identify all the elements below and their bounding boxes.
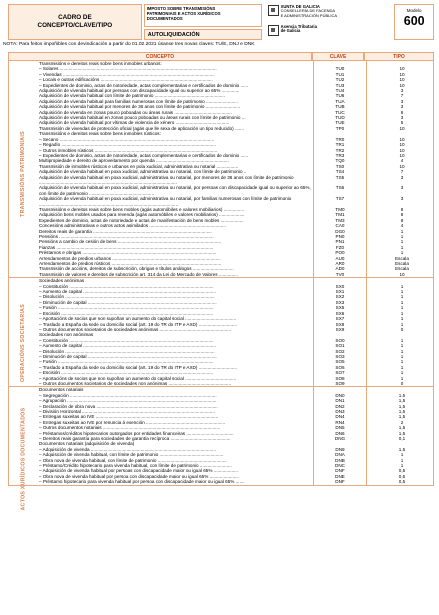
group-operacions-label: OPERACIÓNS SOCIETARIAS (20, 303, 27, 382)
tax-name (144, 4, 262, 27)
tipo-cell: 1 (366, 316, 437, 321)
concept-label: – Aportacións de socios que non supoñan un aumento do capital social ........................................ (39, 316, 237, 322)
concept-label: – Segregación ................................................................................................................... (39, 392, 217, 398)
clave-cell: SX3 (313, 300, 366, 305)
concept-label: – Expedientes de dominio, actas de notoriedade, actas complementarias e certificados de dominio ...... (39, 82, 249, 88)
tipo-cell: 10 (366, 83, 437, 88)
clave-cell: DNG (313, 436, 366, 441)
clave-cell: TP0 (313, 126, 366, 131)
clave-cell: TU0 (313, 66, 366, 71)
tipo-cell: 1 (366, 322, 437, 327)
form-header (8, 4, 434, 40)
tipo-cell: 0,5 (366, 468, 437, 473)
clave-cell: PO0 (313, 250, 366, 255)
concept-label: Pensións a cambio de cesión de bens ................................................................................. (39, 239, 222, 245)
atriga-logo (268, 25, 317, 36)
xunta-logo (268, 5, 337, 18)
tipo-cell: 1 (366, 458, 437, 463)
concept-label: Adquisición de vivenda habitual en zonas pouco poboadas ou áreas rurais con límite de patrimonio ... (39, 115, 246, 121)
tipo-cell: 7 (366, 93, 437, 98)
atriga-emblem-icon (268, 25, 279, 36)
clave-cell: TR2 (313, 148, 366, 153)
clave-cell: TU1 (313, 72, 366, 77)
concept-label: – Escisión ....................................................................................................................... (39, 370, 214, 376)
clave-cell: TUB (313, 104, 366, 109)
group-transmisions (9, 61, 37, 286)
tipo-cell: 10 (366, 153, 437, 158)
clave-cell: AR0 (313, 261, 366, 266)
concept-label: – Aumento de capital ........................................................................................................ (39, 343, 216, 349)
tipo-cell: 10 (366, 142, 437, 147)
clave-cell: TS4 (313, 169, 366, 174)
clave-cell: CA0 (313, 223, 366, 228)
tipo-cell: 1 (366, 354, 437, 359)
concept-label: – Adquisición de vivenda habitual por persoas con discapacidade maior ou igual 65% ................... (39, 468, 238, 474)
tipo-cell: 10 (366, 164, 437, 169)
clave-cell: PN0 (313, 234, 366, 239)
clave-cell: SO2 (313, 349, 366, 354)
clave-cell: DN9 (313, 447, 366, 452)
atriga-line2: de Galicia (280, 28, 301, 34)
tax-box (144, 4, 262, 40)
concept-label: Transmisión de accións, dereitos de subscrición, obrigas e títulos análogos ................................ (39, 266, 234, 272)
clave-cell: PN1 (313, 239, 366, 244)
concept-label: – Préstamo/Crédito hipotecario para vivenda habitual, con límite de patrimonio ......................... (39, 463, 232, 469)
concept-label: Concesións administrativas e outros actos asimilados ............................................................ (39, 223, 226, 229)
tipo-cell: 10 (366, 66, 437, 71)
clave-cell: AU0 (313, 256, 366, 261)
tipo-cell: 1,5 (366, 431, 437, 436)
tipo-cell: 1 (366, 300, 437, 305)
clave-cell: DN6 (313, 431, 366, 436)
concept-label: Adquisición de vivenda habitual por vítimas de violencia de xénero .......................................... (39, 120, 230, 126)
concept-label: Dereitos reais de garantía ............................................................................................. (39, 228, 212, 234)
tipo-cell: 1 (366, 289, 437, 294)
clave-cell: TM1 (313, 212, 366, 217)
tipo-cell: 10 (366, 272, 437, 277)
tipo-cell: 6 (366, 110, 437, 115)
concept-label: – Outros documentos societarios de sociedades anónimas ........................................................ (39, 326, 231, 332)
concept-label: Transmisión de vivendas de protección oficial (agás que lle sexa de aplicación un tipo reducido) ....... (39, 125, 244, 131)
concept-label: – Constitución ................................................................................................................. (39, 337, 214, 343)
tax-line2: PATRIMONIAIS E ACTOS XURÍDICOS (146, 11, 221, 16)
note-text: NOTA: Para feitos impoñibles con devindicación a partir do 01.02.2021 úsanse tres novas claves: TU/E, DNJ e DNK (3, 42, 255, 47)
clave-cell: SO8 (313, 376, 366, 381)
concept-label: – Outros documentos notariais ............................................................................................ (39, 425, 221, 431)
concept-label: – Secano ......................................................................................................................... (39, 136, 215, 142)
tipo-cell: 5 (366, 120, 437, 125)
clave-cell: SO9 (313, 381, 366, 386)
clave-cell: TQ0 (313, 158, 366, 163)
clave-cell: DNB (313, 458, 366, 463)
tipo-cell: 1 (366, 365, 437, 370)
clave-cell: DN2 (313, 404, 366, 409)
tipo-cell: 10 (366, 72, 437, 77)
autoliquidacion-label: AUTOLIQUIDACIÓN (144, 29, 262, 40)
group-actos-label: ACTOS XURÍDICOS DOCUMENTADOS (20, 407, 26, 511)
clave-cell: SX9 (313, 327, 366, 332)
col-tipo: TIPO (364, 52, 434, 61)
clave-cell: SX6 (313, 311, 366, 316)
concept-label: Adquisición de vivenda habitual en poxa xudicial, administrativa ou notarial, con límite de patrimonio .. (39, 169, 247, 175)
tipo-cell: 1 (366, 234, 437, 239)
title-box (8, 4, 142, 40)
concept-label: Transmisións e dereitos reais sobre bens inmobles rústicos: (39, 131, 161, 137)
clave-cell: TU2 (313, 77, 366, 82)
tipo-cell: 1 (366, 349, 437, 354)
clave-cell: TV0 (313, 272, 366, 277)
tipo-cell: 8 (366, 218, 437, 223)
concept-label: Adquisición de vivenda en zonas pouco poboadas ou áreas rurais ............................................. (39, 109, 232, 115)
clave-cell: AD0 (313, 266, 366, 271)
concept-label: – Adquisición de vivenda habitual, con límite de patrimonio .................................................. (39, 452, 224, 458)
concept-label: Pensións ......................................................................................................................... (39, 234, 214, 239)
clave-cell: DG0 (313, 229, 366, 234)
tipo-cell: 1 (366, 452, 437, 457)
clave-cell: TS5 (313, 175, 366, 186)
tipo-cell: 7 (366, 169, 437, 174)
concept-label: Expedientes de dominio, actas de notoriedade e actas de manifestación de bens mobles .................. (39, 217, 244, 223)
clave-cell: TR3 (313, 153, 366, 158)
tipo-cell: Escala (366, 266, 437, 271)
concept-label: Sociedades non anónimas (39, 332, 94, 338)
concept-label: – Agrupación ..................................................................................................................... (39, 398, 217, 404)
tipo-cell: 3 (366, 196, 437, 207)
tipo-cell: 0,5 (366, 474, 437, 479)
concept-label: Adquisición de vivenda habitual en poxa xudicial, administrativa ou notarial, por persoas con discapacidade igual ou superior ao 65%, con límite de patrimonio ................................................... (39, 185, 311, 196)
concept-label: Arrendamentos de predios rústicos ...................................................................................... (39, 261, 222, 267)
tipo-cell: 1,5 (366, 398, 437, 403)
clave-cell: SO5 (313, 359, 366, 364)
table-row (9, 185, 433, 196)
concept-label: Documentos notariais (adquisición de vivenda) (39, 441, 135, 447)
clave-cell: TUD (313, 115, 366, 120)
tipo-cell: 1 (366, 245, 437, 250)
concept-label: – Declaración de obra nova ............................................................................................... (39, 403, 218, 409)
concept-label: – Diminución de capital ..................................................................................................... (39, 299, 217, 305)
concept-label: Adquisición de vivenda habitual en poxa xudicial, administrativa ou notarial, por menores de 36 anos con límite de patrimonio ............................................................................................................ (39, 174, 294, 185)
concept-label: – Vivendas ....................................................................................................................... (39, 71, 215, 77)
concept-label: – Préstamo hipotecario para vivenda habitual por persoa con discapacidade maior ou igual 65% ....... (39, 479, 245, 485)
tipo-cell: 1,5 (366, 393, 437, 398)
concept-label: Adquisición de vivenda habitual por menores de 36 anos con límite de patrimonio ........................... (39, 104, 241, 110)
clave-cell: DNF (313, 479, 366, 484)
conselleria-line2: E ADMINISTRACIÓN PÚBLICA (280, 12, 338, 18)
concept-label: – Disolución ..................................................................................................................... (39, 294, 215, 300)
tipo-cell: 1,5 (366, 447, 437, 452)
logos (264, 4, 393, 40)
tipo-cell: 3 (366, 88, 437, 93)
tipo-cell: 0 (366, 327, 437, 332)
concept-label: Transmisións e dereitos reais sobre bens inmobles urbanos: (39, 61, 162, 66)
clave-cell: TR1 (313, 142, 366, 147)
clave-cell: SO1 (313, 343, 366, 348)
tipo-cell: 1 (366, 305, 437, 310)
tipo-cell: 0 (366, 381, 437, 386)
atriga-line1: Axencia Tributaria (280, 24, 317, 29)
clave-cell: SX1 (313, 289, 366, 294)
clave-cell: TS7 (313, 196, 366, 207)
clave-cell: TUC (313, 110, 366, 115)
tipo-cell: 1 (366, 284, 437, 289)
tipo-cell: 3 (366, 175, 437, 186)
col-concepto: CONCEPTO (8, 52, 312, 61)
tipo-cell: 1 (366, 311, 437, 316)
concept-label: – Fusión .......................................................................................................................... (39, 305, 214, 311)
clave-cell: TS6 (313, 185, 366, 196)
clave-cell: TUA (313, 99, 366, 104)
tipo-cell: 0,5 (366, 479, 437, 484)
tipo-cell: 1 (366, 359, 437, 364)
table-body (8, 61, 434, 511)
tipo-cell: 1,5 (366, 404, 437, 409)
concept-label: Adquisición bens mobles usados para revenda (agás automóbiles e valores mobiliarios) .................... (39, 212, 245, 218)
concept-label: Adquisición de vivenda habitual para familias numerosas con límite de patrimonio ......................... (39, 98, 238, 104)
clave-cell: DNE (313, 474, 366, 479)
tipo-cell: 1 (366, 376, 437, 381)
concept-label: – Outros inmobles rústicos ................................................................................................ (39, 147, 218, 153)
concept-label: – Entregas suxeitas ao IVE ................................................................................................ (39, 414, 219, 420)
tipo-cell: 3 (366, 185, 437, 196)
concept-label: – Obra nova de vivenda habitual por persoa con discapacidade maior ou igual 65% ....................... (39, 473, 239, 479)
concept-label: – Aportacións de socios que non supoñan un aumento do capital social ........................................ (39, 375, 237, 381)
clave-cell: DNF (313, 468, 366, 473)
concept-label: Préstamos e obrigas ......................................................................................................... (39, 250, 217, 256)
xunta-name: XUNTA DE GALICIA (280, 4, 320, 9)
clave-cell: TU4 (313, 88, 366, 93)
concept-label: – Expedientes de dominio, actas de notoriedade, actas complementarias e certificados de dominio ...... (39, 152, 249, 158)
tipo-cell: 1 (366, 250, 437, 255)
clave-cell: DNA (313, 452, 366, 457)
table-row (9, 175, 433, 186)
tipo-cell: 1 (366, 463, 437, 468)
col-clave: CLAVE (312, 52, 364, 61)
tipo-cell: 10 (366, 77, 437, 82)
tipo-cell: 1 (366, 229, 437, 234)
table-row (9, 381, 433, 386)
tipo-cell: 1,5 (366, 409, 437, 414)
concept-label: – División Horizontal ........................................................................................................ (39, 409, 215, 414)
concept-label: – Traslado a España da sede ou domicilio social (art. 19 do TR do ITP e AXD) .............................. (39, 364, 237, 370)
clave-cell: TM3 (313, 218, 366, 223)
concept-label: Adquisición de vivenda habitual en poxa xudicial, administrativa ou notarial, por familias numerosas con límite de patrimonio ............................................................................................................. (39, 196, 292, 207)
tipo-cell: 4 (366, 158, 437, 163)
tipo-cell: 3 (366, 99, 437, 104)
tipo-cell: 2 (366, 420, 437, 425)
tipo-cell: Escala (366, 261, 437, 266)
concept-label: Arrendamentos de predios urbanos ..................................................................................... (39, 255, 221, 261)
clave-cell: SO7 (313, 370, 366, 375)
tipo-cell: 8 (366, 212, 437, 217)
clave-cell: TS0 (313, 164, 366, 169)
tipo-cell: 10 (366, 126, 437, 131)
tipo-cell: 4 (366, 223, 437, 228)
concept-label: – Dereitos reais garantía para sociedades de garantía recíproca ............................................... (39, 436, 231, 442)
concept-label: Adquisición de vivenda habitual con límite de patrimonio ....................................................... (39, 93, 225, 99)
tipo-cell: 8 (366, 207, 437, 212)
clave-cell: DN1 (313, 398, 366, 403)
tipo-cell: 1,5 (366, 425, 437, 430)
concept-label: – Disolución ..................................................................................................................... (39, 348, 215, 354)
group-transmisions-label: TRANSMISIÓNS PATRIMONIAIS (20, 130, 27, 217)
clave-cell: TUE (313, 120, 366, 125)
clave-cell: RN4 (313, 420, 366, 425)
concept-table (8, 52, 434, 511)
tipo-cell: 3 (366, 115, 437, 120)
modelo-box (394, 4, 434, 40)
concept-label: Transmisión de valores e dereitos de subscrición art. 314 da Lei do Mercado de Valores ............... (39, 271, 238, 277)
tipo-cell: 0,1 (366, 436, 437, 441)
tipo-cell: Escala (366, 256, 437, 261)
clave-cell: SX7 (313, 316, 366, 321)
concept-label: – Aumento de capital ........................................................................................................ (39, 289, 216, 295)
concept-label: Transmisión de inmobles rústicos e urbanos en pola xudicial, administrativa ou notarial ................. (39, 163, 239, 169)
clave-cell: DN5 (313, 425, 366, 430)
tipo-cell: 1,5 (366, 414, 437, 419)
concept-label: Transmisións e dereitos reais sobre bens mobles (agás automóbiles e valores mobiliarios) ................ (39, 206, 245, 212)
concept-label: – Obra nova de vivenda habitual, con límite de patrimonio ...................................................... (39, 457, 227, 463)
modelo-label: Modelo (406, 8, 422, 13)
tax-line3: DOCUMENTADOS (146, 16, 183, 21)
concept-label: – Regadío ......................................................................................................................... (39, 142, 216, 148)
clave-cell: SO6 (313, 365, 366, 370)
table-row (9, 196, 433, 207)
concept-label: – Adquisición de vivenda .................................................................................................. (39, 446, 216, 452)
clave-cell: SX5 (313, 305, 366, 310)
clave-cell: DN0 (313, 393, 366, 398)
table-row (9, 479, 433, 484)
concept-label: – Escisión ....................................................................................................................... (39, 310, 214, 316)
clave-cell: SO3 (313, 354, 366, 359)
group-operacions (9, 286, 37, 399)
clave-cell: TR0 (313, 137, 366, 142)
tax-line1: IMPOSTO SOBRE TRANSMISIÓNS (146, 6, 216, 11)
clave-cell: DN3 (313, 409, 366, 414)
tipo-cell: 10 (366, 148, 437, 153)
tipo-cell: 1 (366, 239, 437, 244)
clave-cell: DN4 (313, 414, 366, 419)
concept-label: Fianzas ........................................................................................................................... (39, 244, 214, 250)
clave-cell: FZ0 (313, 245, 366, 250)
concept-label: – Solares ........................................................................................................................... (39, 66, 217, 72)
clave-cell: SO0 (313, 338, 366, 343)
clave-cell: SX0 (313, 284, 366, 289)
concept-label: – Constitución ................................................................................................................. (39, 283, 214, 289)
concept-label: – Fusión .......................................................................................................................... (39, 359, 214, 365)
clave-cell: SX2 (313, 294, 366, 299)
concept-label: Adquisición de vivenda habitual por persoas con discapacidade igual ou superior ao 65% .............. (39, 88, 240, 94)
concept-label: Multipropiedade e dereito de aproveitamento por quenda ......................................................... (39, 158, 229, 164)
concept-label: – Entregas suxeitas ao IVE por renuncia á exención .............................................................. (39, 419, 226, 425)
concept-label: – Traslado a España da sede ou domicilio social (art. 19 do TR do ITP e AXD) .............................. (39, 321, 237, 327)
concept-label: – Outros documentos societarios de sociedades non anónimas ................................................. (39, 380, 232, 386)
concept-label: – Diminución de capital ..................................................................................................... (39, 353, 217, 359)
concept-label: Sociedades anónimas (39, 278, 85, 284)
tipo-cell: 1 (366, 370, 437, 375)
table-row (9, 272, 433, 277)
concept-label: Documentos notariais (39, 387, 84, 393)
clave-cell: DNC (313, 463, 366, 468)
tipo-cell: 3 (366, 104, 437, 109)
xunta-emblem-icon (268, 5, 279, 16)
group-actos (9, 399, 37, 519)
concept-label: – Locais e outras edificacións ........................................................................................ (39, 77, 213, 83)
tipo-cell: 1 (366, 343, 437, 348)
concept-label: – Préstamos/créditos hipotecarios outorgados por entidades financeiras ..................................... (39, 430, 234, 436)
modelo-number: 600 (403, 14, 425, 28)
title-line1: CADRO DE (58, 14, 92, 21)
table-header (8, 52, 434, 61)
tipo-cell: 10 (366, 137, 437, 142)
title-line2: CONCEPTO/CLAVE/TIPO (37, 22, 113, 29)
clave-cell: SX8 (313, 322, 366, 327)
tipo-cell: 1 (366, 338, 437, 343)
clave-cell: TU3 (313, 83, 366, 88)
tipo-cell: 1 (366, 294, 437, 299)
clave-cell: TU6 (313, 93, 366, 98)
clave-cell: TM0 (313, 207, 366, 212)
conselleria-line1: CONSELLERÍA DE FACENDA (280, 8, 336, 14)
